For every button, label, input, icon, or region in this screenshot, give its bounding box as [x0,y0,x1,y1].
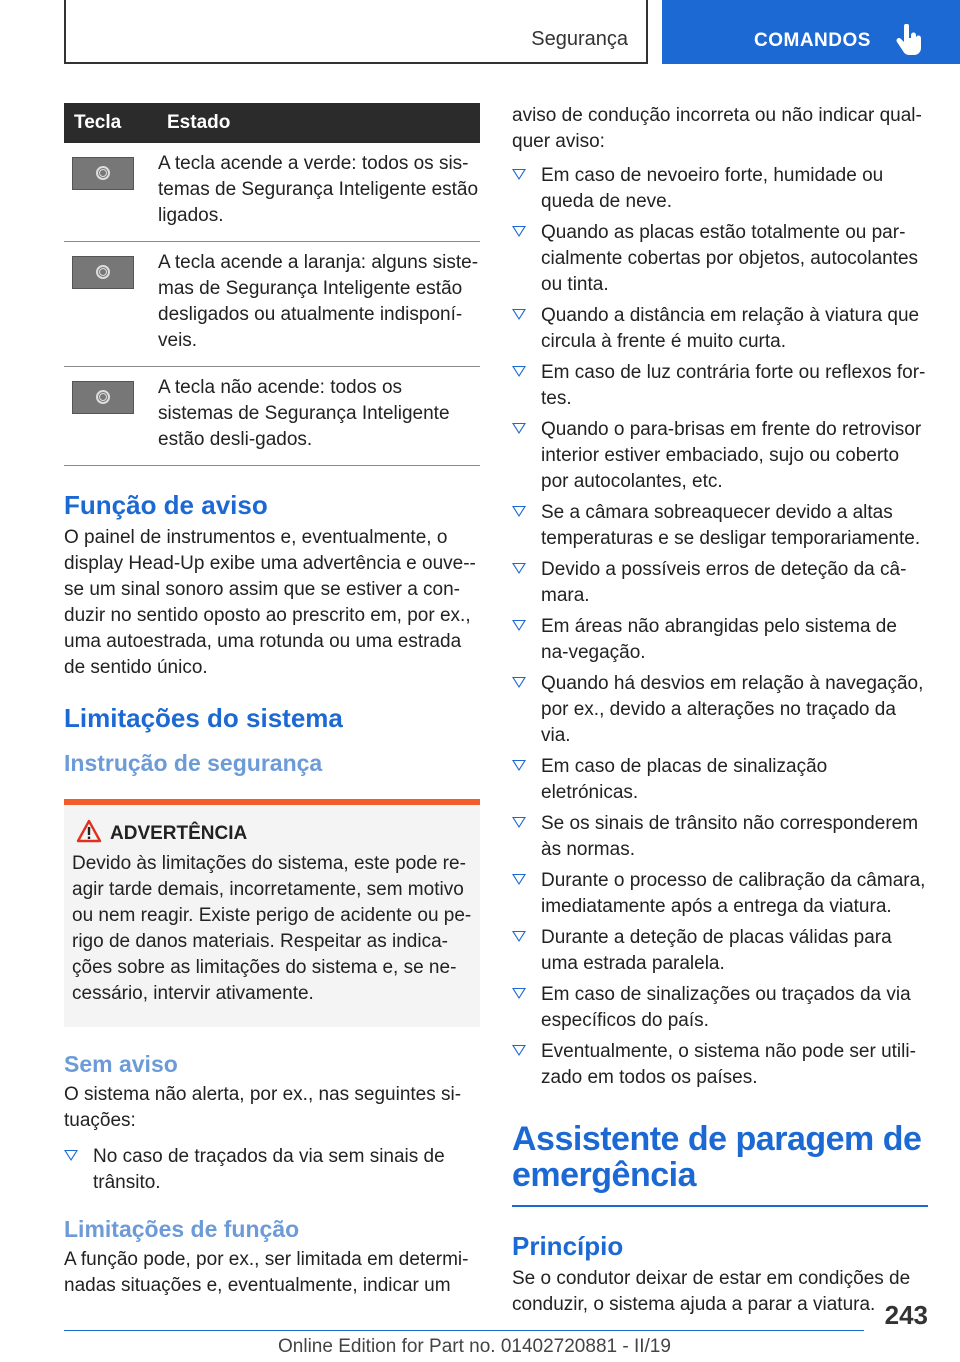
footer-divider [64,1330,864,1331]
limitacoes-funcao-text: A função pode, por ex., ser limitada em determi-nadas situações e, eventualmente, indicar um [64,1249,469,1296]
chapter-title: Assistente de paragem de emergência [512,1121,928,1207]
table-cell-state: A tecla acende a laranja: alguns siste-mas de Segurança Inteligente estão desligados ou atualmente indisponí-veis. [156,242,480,367]
list-item: Quando há desvios em relação à navegação, por ex., devido a alterações no traçado da via. [512,671,928,749]
subheading-sem-aviso: Sem aviso [64,1051,178,1077]
key-icon [72,157,134,190]
subheading-instrucao: Instrução de segurança [64,750,323,776]
list-item: Quando as placas estão totalmente ou par-cialmente cobertas por objetos, autocolantes ou tinta. [512,220,928,298]
footer-edition: Online Edition for Part no. 01402720881 - II/19 [278,1336,671,1357]
arrow-bullet-icon [512,677,526,688]
left-column [64,103,480,1299]
section-title: Segurança [531,28,628,50]
key-icon [72,381,134,414]
sem-aviso-text: O sistema não alerta, por ex., nas seguintes si-tuações: [64,1084,462,1131]
hand-pointer-icon [896,24,922,56]
heading-limitacoes: Limitações do sistema [64,703,343,733]
list-item: Quando o para-brisas em frente do retrovisor interior estiver embaciado, sujo ou coberto por autocolantes, etc. [512,417,928,495]
list-item: Durante a deteção de placas válidas para uma estrada paralela. [512,925,928,977]
arrow-bullet-icon [512,169,526,180]
list-item: Eventualmente, o sistema não pode ser utili-zado em todos os países. [512,1039,928,1091]
arrow-bullet-icon [512,309,526,320]
table-row [64,242,480,367]
tab-comandos-label: COMANDOS [754,30,871,51]
warning-box [64,799,480,1027]
list-item: No caso de traçados da via sem sinais de trânsito. [64,1144,480,1196]
warning-conditions-list [512,163,928,1091]
arrow-bullet-icon [512,506,526,517]
list-item: Em áreas não abrangidas pelo sistema de na-vegação. [512,614,928,666]
funcao-aviso-text: O painel de instrumentos e, eventualmente, o display Head-Up exibe uma advertência e ouve--se um sinal sonoro assim que se estiver a con-duzir no sentido oposto ao prescrito em, por ex., uma autoestrada, uma rotunda ou uma estrada de sentido único. [64,527,476,678]
header-bar [64,0,648,64]
table-header-state: Estado [156,103,480,143]
arrow-bullet-icon [512,226,526,237]
table-cell-state: A tecla acende a verde: todos os sis-temas de Segurança Inteligente estão ligados. [156,143,480,242]
right-column [512,103,928,1318]
right-intro-text: aviso de condução incorreta ou não indicar qual-quer aviso: [512,105,922,152]
arrow-bullet-icon [512,563,526,574]
page-number: 243 [884,1300,928,1330]
arrow-bullet-icon [512,931,526,942]
list-item: Devido a possíveis erros de deteção da câ-mara. [512,557,928,609]
key-state-table [64,103,480,466]
arrow-bullet-icon [512,1045,526,1056]
list-item: Se os sinais de trânsito não corresponderem às normas. [512,811,928,863]
arrow-bullet-icon [512,620,526,631]
principio-text: Se o condutor deixar de estar em condições de conduzir, o sistema ajuda a parar a viatura. [512,1268,911,1315]
heading-funcao-aviso: Função de aviso [64,490,268,520]
arrow-bullet-icon [512,423,526,434]
tab-comandos[interactable] [662,0,960,64]
arrow-bullet-icon [512,817,526,828]
arrow-bullet-icon [64,1150,78,1161]
sem-aviso-list [64,1144,480,1196]
subheading-limitacoes-funcao: Limitações de função [64,1216,300,1242]
list-item: Em caso de placas de sinalização eletrónicas. [512,754,928,806]
list-item: Em caso de sinalizações ou traçados da via específicos do país. [512,982,928,1034]
list-item: Em caso de luz contrária forte ou reflexos for-tes. [512,360,928,412]
key-icon [72,256,134,289]
list-item: Em caso de nevoeiro forte, humidade ou queda de neve. [512,163,928,215]
list-item: Durante o processo de calibração da câmara, imediatamente após a entrega da viatura. [512,868,928,920]
table-row [64,367,480,466]
table-row [64,143,480,242]
arrow-bullet-icon [512,874,526,885]
table-header-key: Tecla [64,103,156,143]
list-item: Quando a distância em relação à viatura que circula à frente é muito curta. [512,303,928,355]
heading-principio: Princípio [512,1231,624,1261]
table-cell-state: A tecla não acende: todos os sistemas de Segurança Inteligente estão desli-gados. [156,367,480,466]
warning-title: ADVERTÊNCIA [110,823,248,844]
arrow-bullet-icon [512,760,526,771]
warning-text: Devido às limitações do sistema, este pode re-agir tarde demais, incorretamente, sem motivo ou nem reagir. Existe perigo de acidente ou pe-rigo de danos materiais. Respeitar as indica-ções sobre as limitações do sistema e, se ne-cessário, intervir ativamente. [72,853,472,1004]
list-item: Se a câmara sobreaquecer devido a altas temperaturas e se desligar temporariamente. [512,500,928,552]
warning-triangle-icon [76,819,102,843]
arrow-bullet-icon [512,988,526,999]
arrow-bullet-icon [512,366,526,377]
